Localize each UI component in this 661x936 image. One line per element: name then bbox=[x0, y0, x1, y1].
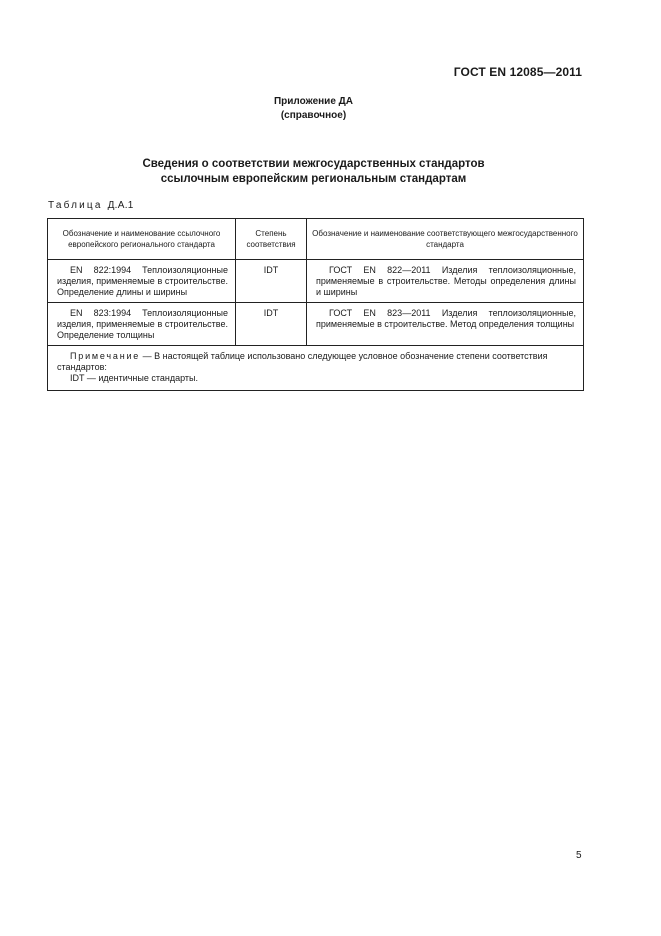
appendix-heading bbox=[0, 95, 627, 123]
degree-cell: IDT bbox=[236, 303, 307, 346]
section-title-line-2: ссылочным европейским региональным стандартам bbox=[160, 173, 467, 185]
column-header-degree: Степень соответствия bbox=[236, 219, 307, 260]
note-lead: Примечание bbox=[70, 351, 141, 361]
note-text: — В настоящей таблице использовано следующее условное обозначение степени соответствия стандартов: bbox=[57, 351, 548, 372]
interstate-standard-cell: ГОСТ EN 822—2011 Изделия теплоизоляционные, применяемые в строительстве. Методы определения длины и ширины bbox=[307, 260, 584, 303]
european-standard-cell: EN 822:1994 Теплоизоляционные изделия, применяемые в строительстве. Определение длины и ширины bbox=[48, 260, 236, 303]
note-idt-line: IDT — идентичные стандарты. bbox=[70, 373, 199, 383]
correspondence-table-wrap bbox=[47, 218, 583, 391]
european-standard-cell: EN 823:1994 Теплоизоляционные изделия, применяемые в строительстве. Определение толщины bbox=[48, 303, 236, 346]
page-number: 5 bbox=[576, 850, 582, 861]
table-label-prefix: Таблица bbox=[48, 200, 103, 211]
table-row bbox=[48, 260, 584, 303]
interstate-standard-cell: ГОСТ EN 823—2011 Изделия теплоизоляционные, применяемые в строительстве. Метод определения толщины bbox=[307, 303, 584, 346]
section-title bbox=[0, 157, 627, 187]
correspondence-table bbox=[47, 218, 584, 391]
table-label bbox=[48, 200, 134, 211]
appendix-subtitle: (справочное) bbox=[280, 110, 347, 121]
table-header-row bbox=[48, 219, 584, 260]
column-header-interstate: Обозначение и наименование соответствующего межгосударственного стандарта bbox=[307, 219, 584, 260]
appendix-title: Приложение ДА bbox=[273, 96, 354, 107]
table-note-cell bbox=[48, 346, 584, 391]
note-paragraph bbox=[57, 351, 576, 373]
table-row bbox=[48, 303, 584, 346]
standard-code: ГОСТ EN 12085—2011 bbox=[453, 65, 582, 79]
table-note-row bbox=[48, 346, 584, 391]
table-label-number: Д.А.1 bbox=[107, 200, 134, 211]
column-header-european: Обозначение и наименование ссылочного европейского регионального стандарта bbox=[48, 219, 236, 260]
section-title-line-1: Сведения о соответствии межгосударственных стандартов bbox=[142, 158, 485, 170]
degree-cell: IDT bbox=[236, 260, 307, 303]
